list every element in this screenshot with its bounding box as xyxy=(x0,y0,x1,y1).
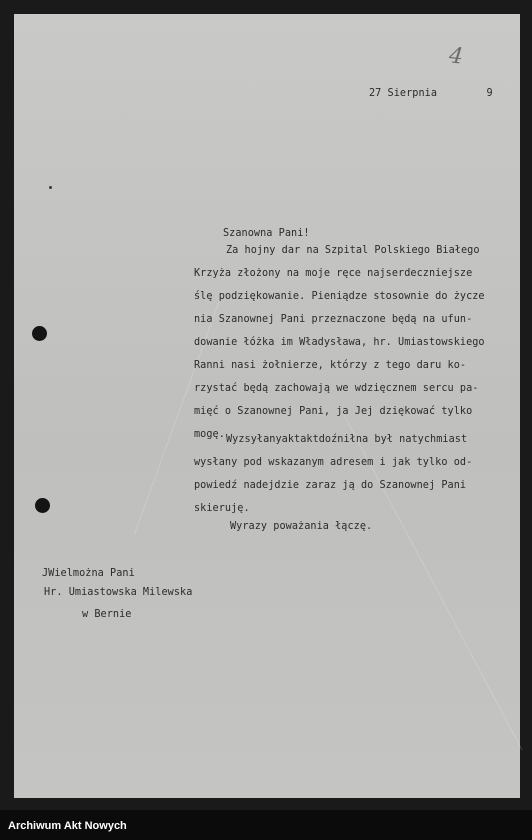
body-line: wysłany pod wskazanym adresem i jak tylko od- xyxy=(194,457,473,468)
body-line: ślę podziękowanie. Pieniądze stosownie do życze xyxy=(194,291,485,302)
body-line: nia Szanownej Pani przeznaczone będą na ufun- xyxy=(194,314,473,325)
archive-footer-bar xyxy=(0,810,532,840)
closing-line: Wyrazy poważania łączę. xyxy=(230,521,373,532)
body-line: Za hojny dar na Szpital Polskiego Białego xyxy=(226,245,480,256)
address-line: Hr. Umiastowska Milewska xyxy=(44,587,193,598)
body-line: rzystać będą zachowają we wdzięcznem sercu pa- xyxy=(194,383,479,394)
body-line: mogę. xyxy=(194,429,225,440)
archive-label: Archiwum Akt Nowych xyxy=(8,820,127,832)
body-line: Ranni nasi żołnierze, którzy z tego daru ko- xyxy=(194,360,467,371)
punch-hole xyxy=(32,326,47,341)
punch-hole xyxy=(35,498,50,513)
body-line: powiedź nadejdzie zaraz ją do Szanownej Pani xyxy=(194,480,467,491)
address-line: JWielmożna Pani xyxy=(42,568,135,579)
body-line: mięć o Szanownej Pani, ja Jej dziękować tylko xyxy=(194,406,473,417)
body-line: Krzyża złożony na moje ręce najserdeczniejsze xyxy=(194,268,473,279)
address-line: w Bernie xyxy=(82,609,132,620)
pencil-folio-number: 4 xyxy=(447,43,465,70)
body-line: Wyzsyłanyaktaktdoźniłna był natychmiast xyxy=(226,434,468,445)
paper-speck xyxy=(49,186,52,189)
salutation: Szanowna Pani! xyxy=(223,228,310,239)
date-line: 27 Sierpnia 9 xyxy=(369,88,493,99)
body-line: skieruję. xyxy=(194,503,250,514)
body-line: dowanie łóżka im Władysława, hr. Umiastowskiego xyxy=(194,337,485,348)
